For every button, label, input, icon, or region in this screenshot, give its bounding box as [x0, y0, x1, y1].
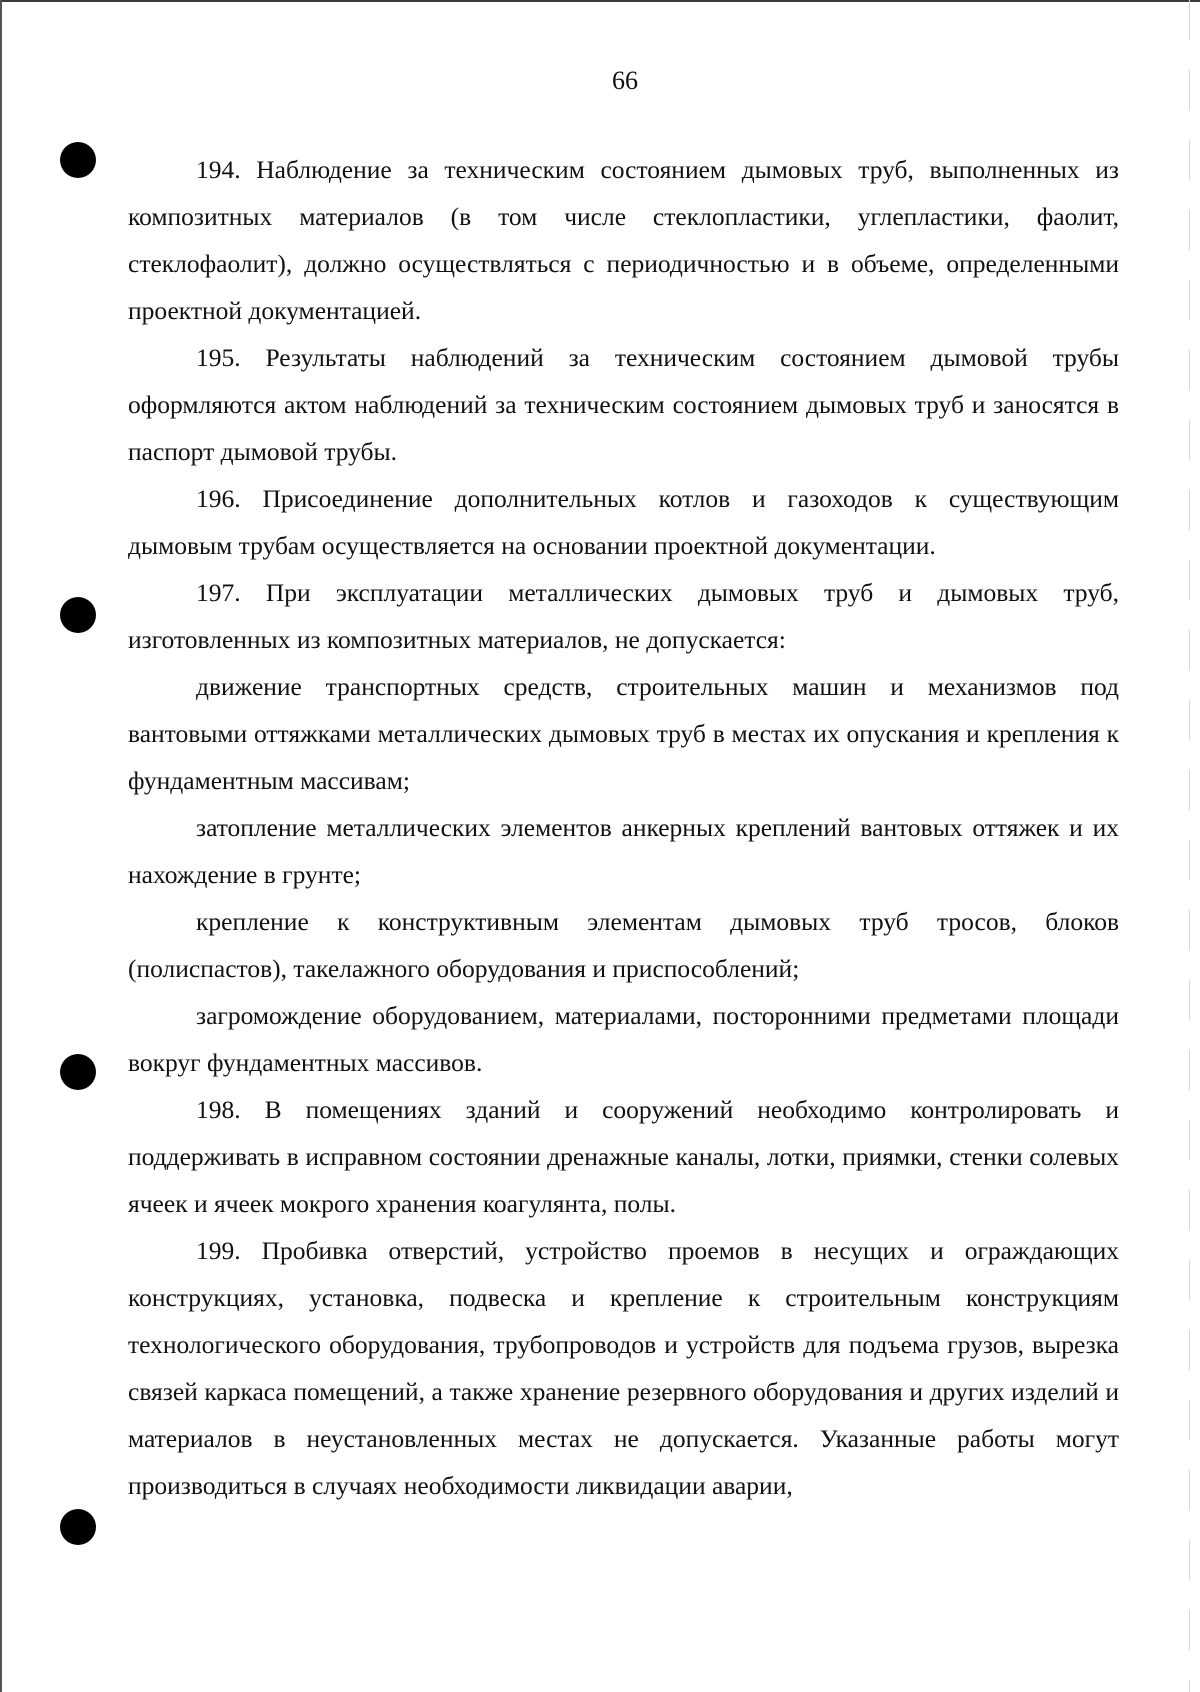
scan-edge-top [0, 0, 1200, 2]
list-item-area-clutter: загромождение оборудованием, материалами, посторонними предметами площади вокруг фундаментных массивов. [128, 1001, 1119, 1077]
list-item-anchor-flooding: затопление металлических элементов анкерных креплений вантовых оттяжек и их нахождение в грунте; [128, 813, 1119, 889]
punch-hole [60, 1509, 96, 1545]
punch-hole [60, 142, 96, 178]
document-body [128, 146, 1119, 1509]
list-item-rigging-attachment: крепление к конструктивным элементам дымовых труб тросов, блоков (полиспастов), такелажного оборудования и приспособлений; [128, 907, 1119, 983]
punch-hole [60, 597, 96, 633]
paragraph-195: 195. Результаты наблюдений за техническим состоянием дымовой трубы оформляются актом наблюдений за техническим состоянием дымовых труб и заносятся в паспорт дымовой трубы. [128, 343, 1119, 466]
scan-streak [1189, 0, 1190, 1692]
scan-edge-left [0, 0, 2, 1692]
paragraph-199: 199. Пробивка отверстий, устройство проемов в несущих и ограждающих конструкциях, установка, подвеска и крепление к строительным конструкциям технологического оборудования, трубопроводов и устройств для подъема грузов, вырезка связей каркаса помещений, а также хранение резервного оборудования и других изделий и материалов в неустановленных местах не допускается. Указанные работы могут производиться в случаях необходимости ликвидации аварии, [128, 1236, 1119, 1500]
punch-hole [60, 1054, 96, 1090]
paragraph-198: 198. В помещениях зданий и сооружений необходимо контролировать и поддерживать в исправном состоянии дренажные каналы, лотки, приямки, стенки солевых ячеек и ячеек мокрого хранения коагулянта, полы. [128, 1095, 1119, 1218]
paragraph-196: 196. Присоединение дополнительных котлов и газоходов к существующим дымовым трубам осуществляется на основании проектной документации. [128, 484, 1119, 560]
paragraph-194: 194. Наблюдение за техническим состоянием дымовых труб, выполненных из композитных материалов (в том числе стеклопластики, углепластики, фаолит, стеклофаолит), должно осуществляться с периодичностью и в объеме, определенными проектной документацией. [128, 155, 1119, 325]
list-item-vehicle-movement: движение транспортных средств, строительных машин и механизмов под вантовыми оттяжками металлических дымовых труб в местах их опускания и крепления к фундаментным массивам; [128, 672, 1119, 795]
paragraph-197: 197. При эксплуатации металлических дымовых труб и дымовых труб, изготовленных из композитных материалов, не допускается: [128, 578, 1119, 654]
page-number: 66 [612, 66, 638, 95]
